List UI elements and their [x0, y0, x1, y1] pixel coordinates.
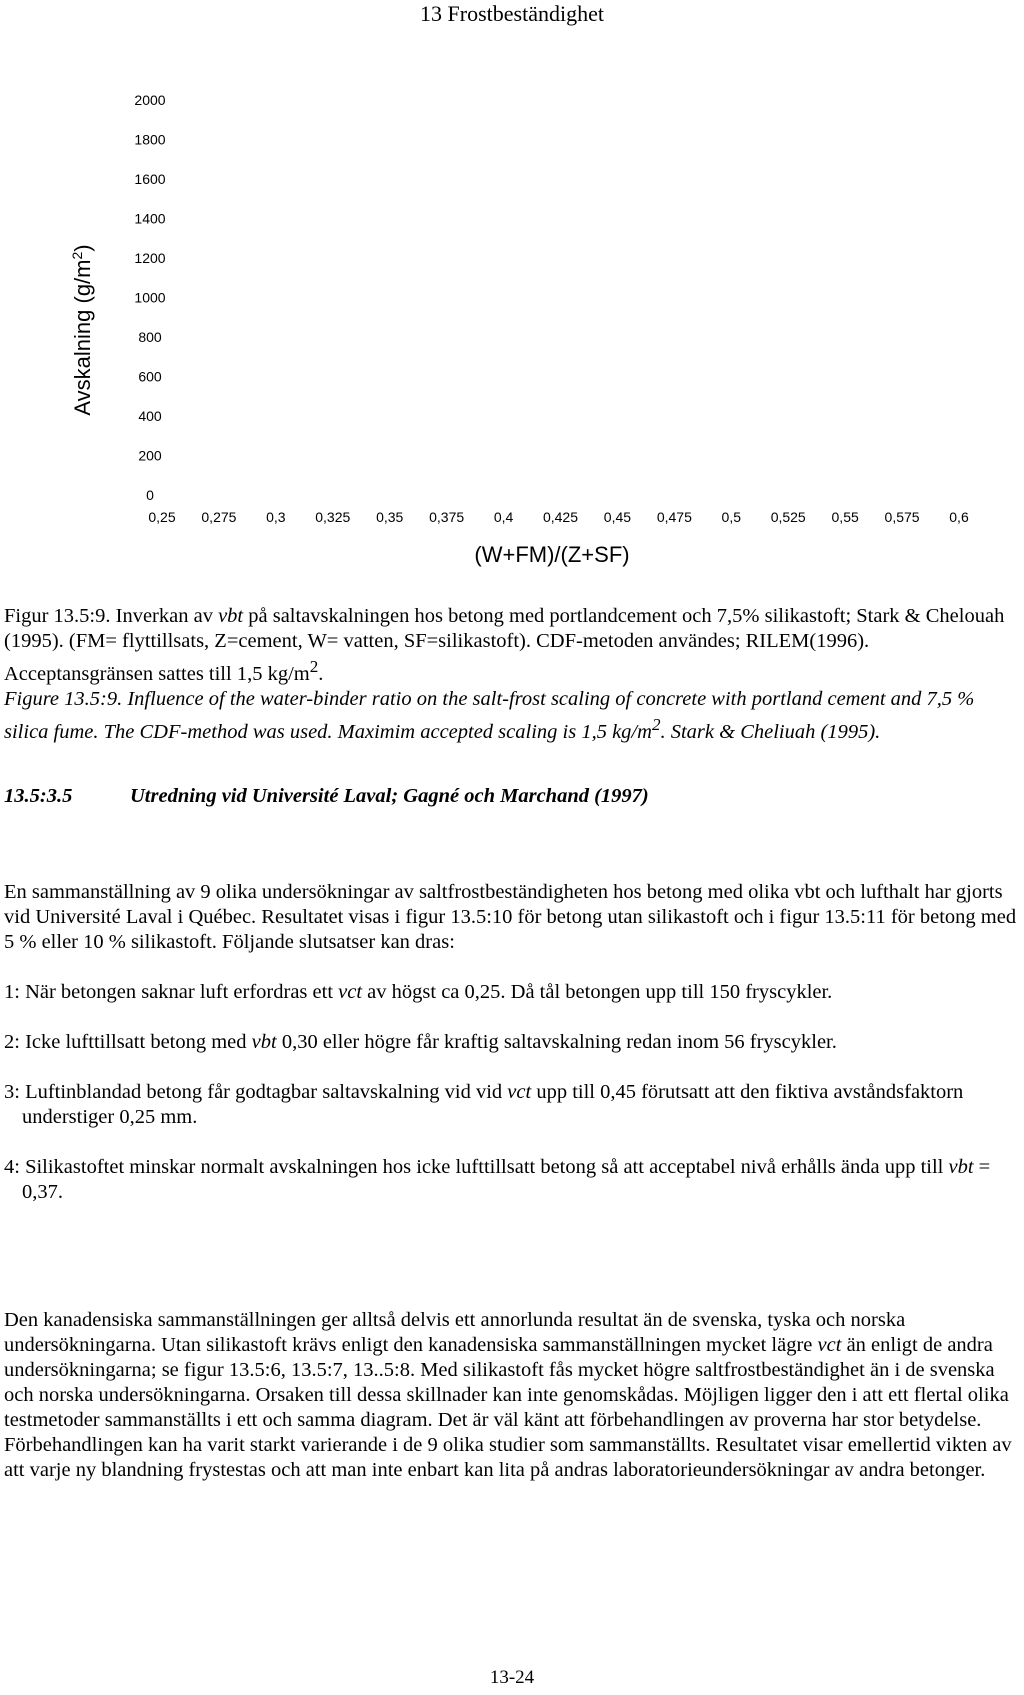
x-tick-labels	[148, 509, 969, 525]
caption-en-end: . Stark & Cheliuah (1995).	[660, 720, 881, 743]
x-tick-label: 0,325	[315, 509, 351, 525]
x-tick-label: 0,525	[770, 509, 806, 525]
item-text: 1: När betongen saknar luft erfordras ett	[4, 981, 339, 1003]
y-tick-label: 2000	[134, 92, 166, 108]
intro-block	[4, 880, 1020, 1205]
caption-en-sup: 2	[651, 714, 661, 734]
caption-sv-sup: 2	[309, 657, 319, 676]
chart-svg	[0, 80, 1024, 570]
y-tick-label: 400	[138, 408, 162, 424]
x-tick-label: 0,45	[603, 509, 632, 525]
section-number: 13.5:3.5	[4, 785, 73, 807]
y-axis-label: Avskalning $(g/m^2)$	[69, 244, 95, 416]
y-tick-label: 800	[138, 329, 162, 345]
conclusion-item	[4, 1155, 1020, 1205]
y-tick-label: 1800	[134, 131, 166, 148]
caption-sv-text-1: Figur 13.5:9. Inverkan av	[4, 605, 219, 627]
item-term: vbt	[948, 1156, 974, 1178]
x-tick-label: 0,55	[831, 509, 859, 525]
item-text: 2: Icke lufttillsatt betong med	[4, 1031, 252, 1053]
x-tick-label: 0,275	[201, 509, 237, 525]
page-number: 13-24	[489, 1667, 535, 1688]
x-tick-label: 0,3	[266, 509, 286, 525]
caption-swedish	[4, 604, 1020, 687]
item-term: vct	[507, 1081, 532, 1103]
body-text-2: än enligt de andra undersökningarna; se figur 13.5:6, 13.5:7, 13..5:8. Med silikastoft fås mycket högre saltfrostbeständighet än i de svenska och norska undersökningarna. Orsaken till dessa skillnader kan inte genomskådas. Möjligen ligger den i att ett flertal olika testmetoder sammanställts i ett och samma diagram. Det är väl känt att förbehandlingen av proverna har stor betydelse. Förbehandlingen kan ha varit starkt varierande i de 9 olika studier som sammanställts. Resultatet visar emellertid vikten av att varje ny blandning frystestas och att man inte enbart kan lita på andras laboratorieundersökningar av andra betonger.	[4, 1334, 1012, 1481]
y-tick-label: 600	[138, 368, 162, 385]
body-term: vct	[817, 1334, 842, 1356]
caption-sv-term: vbt	[218, 605, 244, 627]
item-text: av högst ca 0,25. Då tål betongen upp till 150 fryscykler.	[362, 981, 833, 1003]
section-heading	[4, 784, 1020, 809]
y-tick-label: 1600	[134, 171, 166, 187]
item-text: 4: Silikastoftet minskar normalt avskalningen hos icke lufttillsatt betong så att acceptabel nivå erhålls ända upp till	[4, 1156, 949, 1178]
x-tick-label: 0,575	[884, 509, 920, 525]
x-tick-label: 0,375	[429, 509, 465, 525]
caption-en-text: Figure 13.5:9. Influence of the water-binder ratio on the salt-frost scaling of concrete with portland cement and 7,5 % silica fume. The CDF-method was used. Maximim accepted scaling is 1,5 kg/m	[4, 687, 975, 743]
body-paragraph	[4, 1308, 1020, 1483]
caption-english	[4, 687, 1020, 745]
y-tick-label: 1400	[134, 210, 166, 227]
x-tick-label: 0,35	[376, 509, 404, 525]
intro-paragraph: En sammanställning av 9 olika undersökningar av saltfrostbeständigheten hos betong med olika vbt och lufthalt har gjorts vid Université Laval i Québec. Resultatet visas i figur 13.5:10 för betong utan silikastoft och i figur 13.5:11 för betong med 5 % eller 10 % silikastoft. Följande slutsatser kan dras:	[4, 881, 1017, 953]
figure-caption	[4, 604, 1020, 745]
x-tick-label: 0,475	[656, 509, 692, 525]
page-header: 13 Frostbeständighet	[420, 1, 604, 26]
x-tick-label: 0,25	[148, 509, 176, 525]
x-tick-label: 0,425	[542, 509, 579, 525]
y-tick-label: 0	[146, 487, 154, 503]
y-tick-label: 1200	[134, 250, 166, 266]
item-term: vbt	[251, 1031, 277, 1053]
caption-sv-end: .	[318, 662, 324, 685]
section-title: Utredning vid Université Laval; Gagné och Marchand (1997)	[130, 785, 649, 807]
conclusion-item	[4, 980, 1020, 1005]
item-text: 3: Luftinblandad betong får godtagbar saltavskalning vid vid	[4, 1081, 508, 1103]
conclusion-item	[4, 1030, 1020, 1055]
item-text: 0,30 eller högre får kraftig saltavskalning redan inom 56 fryscykler.	[276, 1031, 837, 1053]
item-text: upp till 0,45 förutsatt att den fiktiva avståndsfaktorn understiger 0,25 mm.	[22, 1081, 964, 1128]
y-tick-label: 1000	[134, 289, 166, 306]
x-tick-label: 0,5	[721, 509, 742, 525]
y-tick-labels	[134, 92, 165, 503]
x-tick-label: 0,4	[493, 509, 514, 525]
x-axis-label: (W+FM)/(Z+SF)	[474, 542, 630, 567]
item-term: vct	[338, 981, 363, 1003]
x-tick-label: 0,6	[949, 509, 969, 525]
caption-sv-text-2: på saltavskalningen hos betong med portlandcement och 7,5% silikastoft; Stark & Chelouah (1995). (FM= flyttillsats, Z=cement, W= vatten, SF=silikastoft). CDF-metoden användes; RILEM(1996). Acceptansgränsen sattes till 1,5 kg/m	[4, 605, 1005, 685]
body-text-1: Den kanadensiska sammanställningen ger alltså delvis ett annorlunda resultat än de svenska, tyska och norska undersökningarna. Utan silikastoft krävs enligt den kanadensiska sammanställningen mycket lägre	[4, 1309, 906, 1356]
y-tick-label: 200	[138, 447, 162, 464]
scaling-chart	[0, 80, 1024, 570]
conclusion-item	[4, 1080, 1020, 1130]
item-text: = 0,37.	[22, 1156, 991, 1203]
